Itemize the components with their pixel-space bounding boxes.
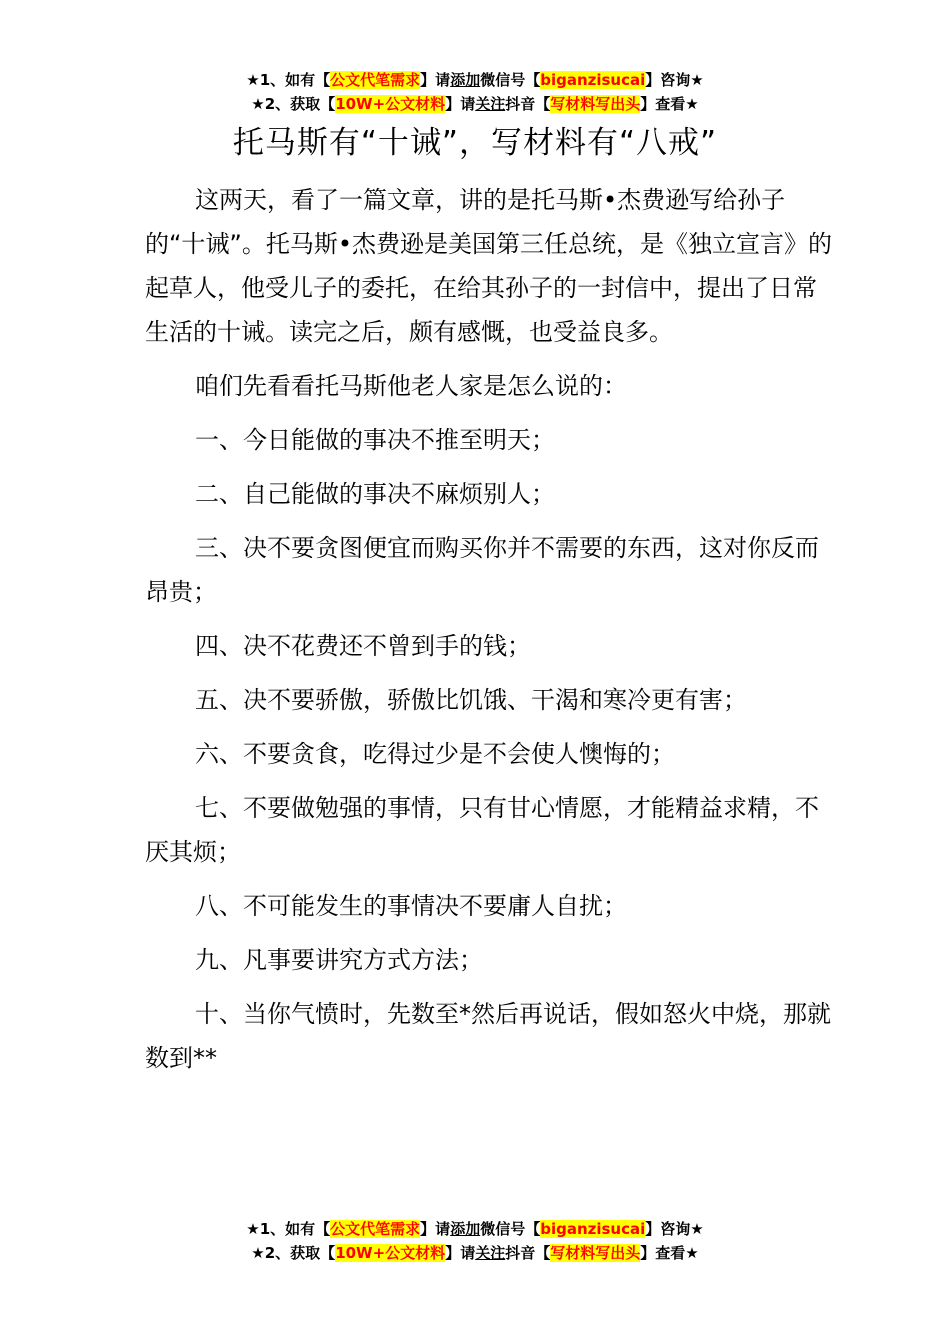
promo-text: 抖音【 — [505, 95, 551, 113]
promo-highlight: biganzisucai — [540, 1220, 646, 1238]
promo-highlight: 10W+公文材料 — [335, 95, 446, 113]
promo-underline: 关注 — [475, 95, 506, 113]
list-item: 二、自己能做的事决不麻烦别人； — [195, 480, 555, 508]
document-body — [145, 178, 835, 1090]
promo-text: 】查看★ — [640, 1244, 699, 1262]
paragraph: 咱们先看看托马斯他老人家是怎么说的： — [195, 372, 627, 400]
promo-text: ★1、如有【 — [246, 71, 331, 89]
promo-text: 】请 — [420, 1220, 451, 1238]
promo-underline: 关注 — [475, 1244, 506, 1262]
promo-text: ★2、获取【 — [251, 95, 336, 113]
promo-underline: 添加 — [450, 1220, 481, 1238]
list-item: 四、决不花费还不曾到手的钱； — [195, 632, 531, 660]
promo-text: 】咨询★ — [645, 71, 704, 89]
promo-footer — [0, 1217, 950, 1265]
promo-text: ★2、获取【 — [251, 1244, 336, 1262]
paragraph: 这两天，看了一篇文章，讲的是托马斯•杰费逊写给孙子的“十诫”。托马斯•杰费逊是美国第三任总统，是《独立宣言》的起草人，他受儿子的委托，在给其孙子的一封信中，提出了日常生活的十诫。读完之后，颇有感慨，也受益良多。 — [145, 186, 833, 346]
promo-line-2 — [0, 1241, 950, 1265]
list-item: 九、凡事要讲究方式方法； — [195, 946, 483, 974]
list-item: 五、决不要骄傲，骄傲比饥饿、干渴和寒冷更有害； — [195, 686, 747, 714]
promo-line-2 — [0, 92, 950, 116]
promo-line-1 — [0, 68, 950, 92]
promo-text: 微信号【 — [480, 71, 541, 89]
promo-highlight: 写材料写出头 — [550, 95, 641, 113]
promo-text: 抖音【 — [505, 1244, 551, 1262]
list-item: 七、不要做勉强的事情，只有甘心情愿，才能精益求精，不厌其烦； — [145, 794, 819, 866]
promo-highlight: 公文代笔需求 — [330, 1220, 421, 1238]
promo-text: 】查看★ — [640, 95, 699, 113]
promo-text: 】请 — [445, 95, 476, 113]
promo-highlight: biganzisucai — [540, 71, 646, 89]
document-title: 托马斯有“十诫”，写材料有“八戒” — [232, 125, 718, 161]
list-item: 八、不可能发生的事情决不要庸人自扰； — [195, 892, 627, 920]
promo-line-1 — [0, 1217, 950, 1241]
promo-highlight: 公文代笔需求 — [330, 71, 421, 89]
list-item: 一、今日能做的事决不推至明天； — [195, 426, 555, 454]
promo-underline: 添加 — [450, 71, 481, 89]
list-item: 三、决不要贪图便宜而购买你并不需要的东西，这对你反而昂贵； — [145, 534, 819, 606]
promo-text: 】请 — [420, 71, 451, 89]
promo-highlight: 10W+公文材料 — [335, 1244, 446, 1262]
promo-text: 】咨询★ — [645, 1220, 704, 1238]
promo-header — [0, 68, 950, 116]
list-item: 六、不要贪食，吃得过少是不会使人懊悔的； — [195, 740, 675, 768]
promo-text: 微信号【 — [480, 1220, 541, 1238]
list-item: 十、当你气愤时，先数至*然后再说话，假如怒火中烧，那就数到** — [145, 1000, 831, 1072]
promo-text: 】请 — [445, 1244, 476, 1262]
promo-highlight: 写材料写出头 — [550, 1244, 641, 1262]
promo-text: ★1、如有【 — [246, 1220, 331, 1238]
